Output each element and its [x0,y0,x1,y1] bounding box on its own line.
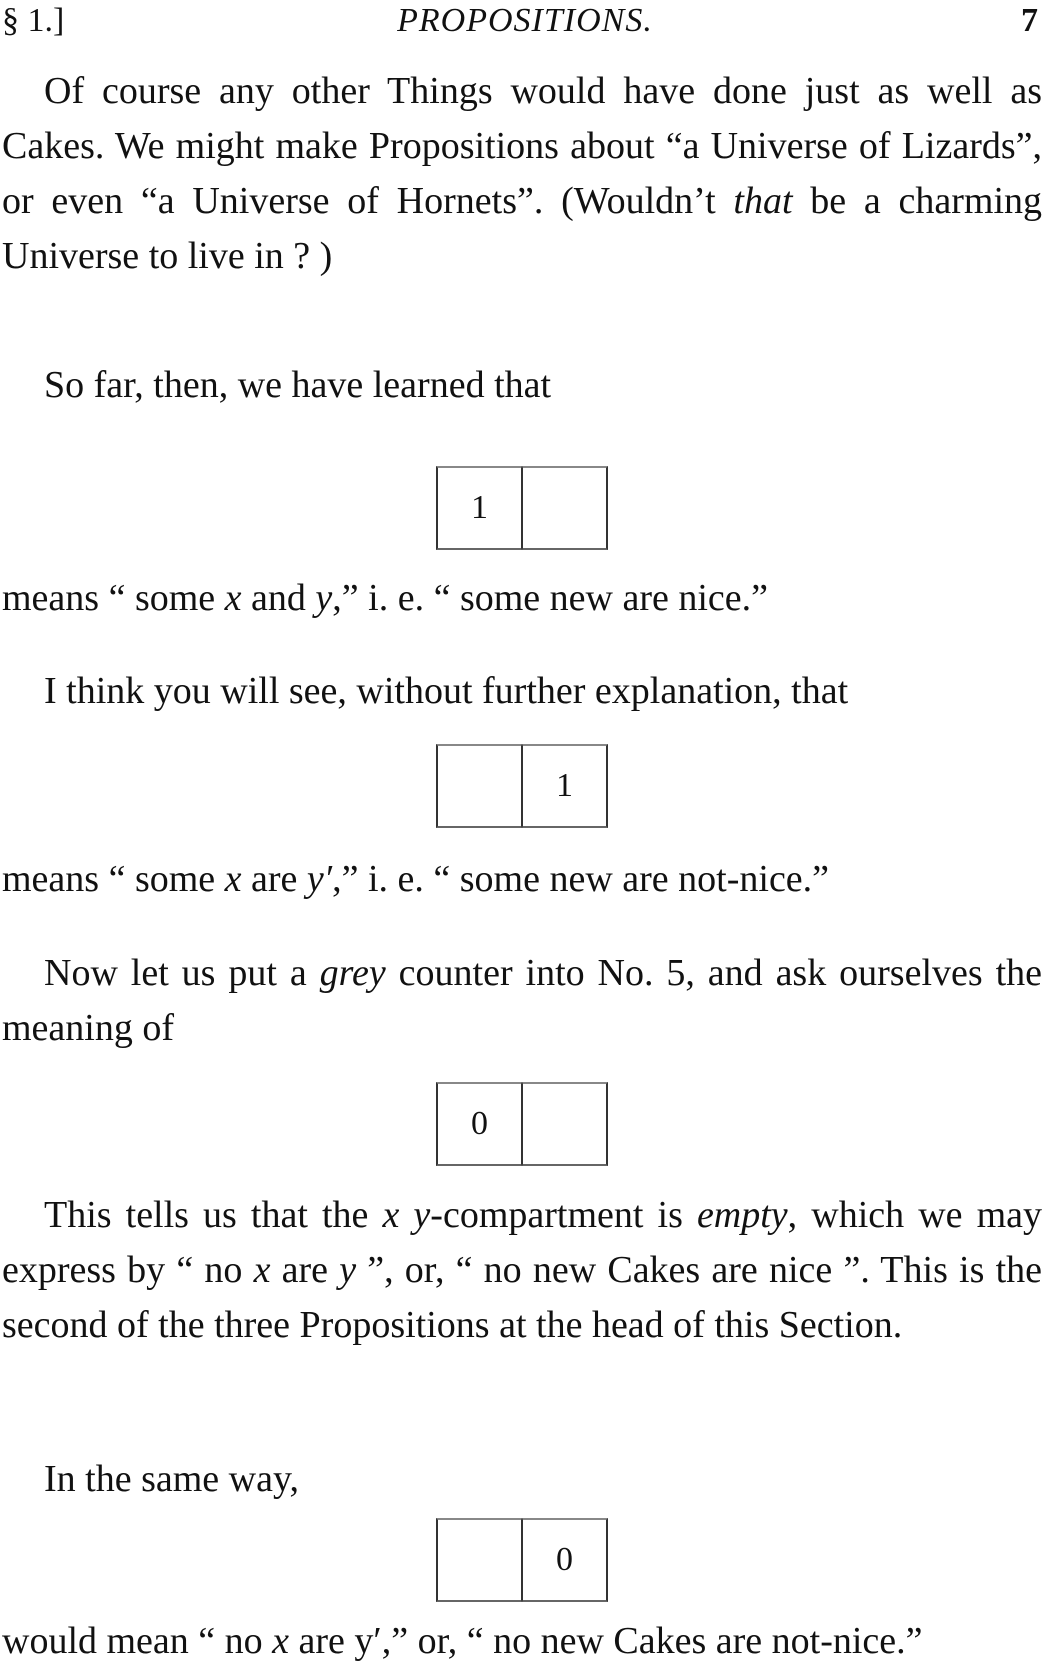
text-run: and [241,577,316,619]
paragraph-other-things [2,64,1042,284]
emphasis: that [733,180,793,222]
text-run: means “ some [2,858,225,900]
math-x: x [224,858,242,900]
text-run: -compartment is [430,1194,697,1236]
paragraph-grey-counter [2,946,1042,1056]
section-marker: § 1.] [2,2,65,39]
text-line: are nice ”. This is the second of the three Propositions at [2,1249,1043,1346]
diagram-cell-right [522,466,608,550]
diagram-cell-left [436,1518,522,1602]
math-y-prime: y′ [306,858,333,900]
math-y: y [339,1249,357,1291]
emphasis: grey [319,952,386,994]
math-y: y [413,1194,431,1236]
paragraph-i-think: I think you will see, without further explanation, that [44,670,849,712]
math-x: x [272,1620,290,1662]
text-line: to live in ? ) [148,235,333,277]
text-line: ourselves the meaning of [2,952,1043,1049]
page-number: 7 [1021,2,1038,39]
text-line: Of course any other Things would have done just [44,70,860,112]
text-run: are y′,” or, “ no new Cakes are not-nice.” [289,1620,923,1662]
text-run: are [270,1249,340,1291]
emphasis: empty [696,1194,788,1236]
text-run: ”, or, “ no new Cakes [356,1249,701,1291]
diagram-some-x-y [436,466,610,552]
math-x: x [224,577,242,619]
text-run: are [241,858,307,900]
paragraph-means-some-new-not-nice [2,852,1042,907]
diagram-cell-left: 0 [436,1082,522,1166]
text-run: ,” i. e. “ some new are nice.” [332,577,769,619]
text-run: counter into No. 5, and ask [385,952,827,994]
text-run [399,1194,413,1236]
paragraph-so-far: So far, then, we have learned that [44,364,552,406]
text-line: of Hornets”. (Wouldn’t [347,180,734,222]
text-line: as well as Cakes. We might make Propositions [2,70,1043,167]
paragraph-would-mean [2,1614,1042,1669]
paragraph-same-way: In the same way, [44,1458,299,1500]
paragraph-tells-us [2,1188,1042,1353]
diagram-cell-left [436,744,522,828]
diagram-cell-left: 1 [436,466,522,550]
text-line: be a charming Universe [2,180,1043,277]
text-run: Now let us put a [44,952,320,994]
text-run: means “ some [2,577,225,619]
math-x: x [253,1249,271,1291]
diagram-cell-right: 0 [522,1518,608,1602]
running-title: PROPOSITIONS. [397,2,653,39]
text-run: would mean “ no [2,1620,273,1662]
text-run: ,” i. e. “ some new are not-nice.” [332,858,830,900]
diagram-cell-right [522,1082,608,1166]
text-line: about “a Universe of Lizards”, or even “a Universe [2,125,1043,222]
text-line: the head of this Section. [536,1304,903,1346]
running-header [0,0,1050,50]
diagram-some-x-ynot [436,744,610,830]
diagram-no-x-y [436,1082,610,1168]
text-run: , [787,1194,798,1236]
paragraph-means-some-new-nice [2,571,1042,626]
diagram-no-x-ynot [436,1518,610,1604]
text-run: This tells us that the [44,1194,383,1236]
math-y: y [315,577,333,619]
diagram-cell-right: 1 [522,744,608,828]
text-run: which we may express by “ no [2,1194,1043,1291]
math-x: x [382,1194,400,1236]
